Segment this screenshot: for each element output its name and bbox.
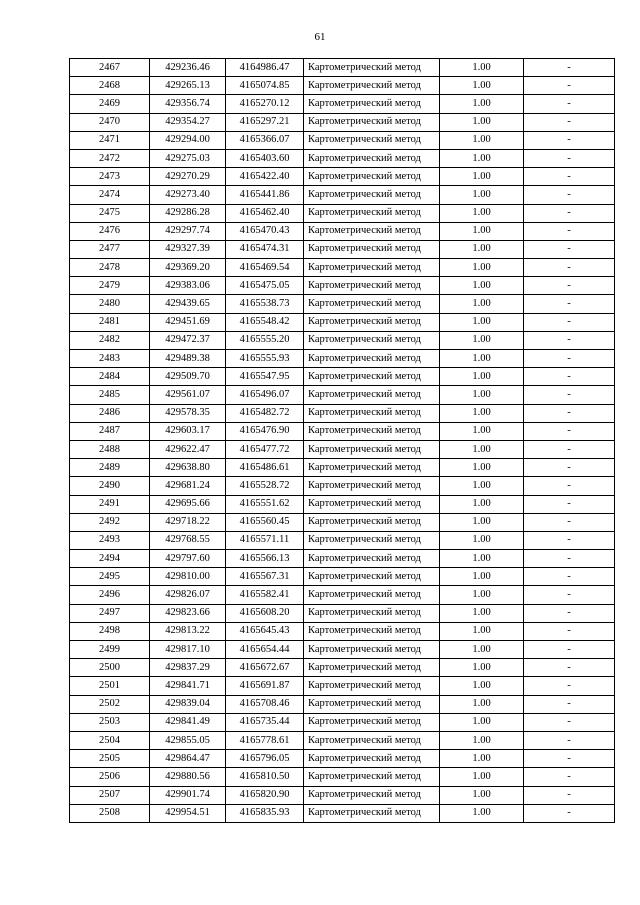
y-coordinate-cell: 4165735.44 xyxy=(226,713,304,731)
method-cell: Картометрический метод xyxy=(304,641,440,659)
description-cell: - xyxy=(524,604,615,622)
point-number-cell: 2503 xyxy=(70,713,150,731)
point-number-cell: 2506 xyxy=(70,768,150,786)
x-coordinate-cell: 429286.28 xyxy=(150,204,226,222)
table-row xyxy=(70,331,615,349)
method-cell: Картометрический метод xyxy=(304,404,440,422)
description-cell: - xyxy=(524,586,615,604)
x-coordinate-cell: 429810.00 xyxy=(150,568,226,586)
x-coordinate-cell: 429823.66 xyxy=(150,604,226,622)
method-cell: Картометрический метод xyxy=(304,568,440,586)
x-coordinate-cell: 429356.74 xyxy=(150,95,226,113)
description-cell: - xyxy=(524,313,615,331)
table-row xyxy=(70,713,615,731)
description-cell: - xyxy=(524,368,615,386)
point-number-cell: 2501 xyxy=(70,677,150,695)
description-cell: - xyxy=(524,204,615,222)
table-row xyxy=(70,404,615,422)
method-cell: Картометрический метод xyxy=(304,422,440,440)
description-cell: - xyxy=(524,641,615,659)
y-coordinate-cell: 4165462.40 xyxy=(226,204,304,222)
method-cell: Картометрический метод xyxy=(304,731,440,749)
x-coordinate-cell: 429880.56 xyxy=(150,768,226,786)
point-number-cell: 2492 xyxy=(70,513,150,531)
description-cell: - xyxy=(524,531,615,549)
point-number-cell: 2484 xyxy=(70,368,150,386)
x-coordinate-cell: 429817.10 xyxy=(150,641,226,659)
x-coordinate-cell: 429695.66 xyxy=(150,495,226,513)
point-number-cell: 2500 xyxy=(70,659,150,677)
description-cell: - xyxy=(524,768,615,786)
accuracy-cell: 1.00 xyxy=(440,59,524,77)
accuracy-cell: 1.00 xyxy=(440,786,524,804)
y-coordinate-cell: 4165566.13 xyxy=(226,550,304,568)
accuracy-cell: 1.00 xyxy=(440,404,524,422)
y-coordinate-cell: 4165476.90 xyxy=(226,422,304,440)
x-coordinate-cell: 429826.07 xyxy=(150,586,226,604)
method-cell: Картометрический метод xyxy=(304,350,440,368)
method-cell: Картометрический метод xyxy=(304,622,440,640)
method-cell: Картометрический метод xyxy=(304,95,440,113)
y-coordinate-cell: 4165810.50 xyxy=(226,768,304,786)
method-cell: Картометрический метод xyxy=(304,168,440,186)
x-coordinate-cell: 429439.65 xyxy=(150,295,226,313)
description-cell: - xyxy=(524,386,615,404)
table-row xyxy=(70,440,615,458)
method-cell: Картометрический метод xyxy=(304,113,440,131)
table-row xyxy=(70,368,615,386)
method-cell: Картометрический метод xyxy=(304,713,440,731)
point-number-cell: 2474 xyxy=(70,186,150,204)
accuracy-cell: 1.00 xyxy=(440,568,524,586)
description-cell: - xyxy=(524,804,615,822)
accuracy-cell: 1.00 xyxy=(440,422,524,440)
method-cell: Картометрический метод xyxy=(304,77,440,95)
accuracy-cell: 1.00 xyxy=(440,113,524,131)
accuracy-cell: 1.00 xyxy=(440,677,524,695)
method-cell: Картометрический метод xyxy=(304,495,440,513)
point-number-cell: 2470 xyxy=(70,113,150,131)
table-row xyxy=(70,77,615,95)
description-cell: - xyxy=(524,513,615,531)
description-cell: - xyxy=(524,459,615,477)
y-coordinate-cell: 4165691.87 xyxy=(226,677,304,695)
y-coordinate-cell: 4165835.93 xyxy=(226,804,304,822)
page-number: 61 xyxy=(314,31,326,43)
x-coordinate-cell: 429383.06 xyxy=(150,277,226,295)
point-number-cell: 2496 xyxy=(70,586,150,604)
point-number-cell: 2502 xyxy=(70,695,150,713)
x-coordinate-cell: 429797.60 xyxy=(150,550,226,568)
x-coordinate-cell: 429837.29 xyxy=(150,659,226,677)
point-number-cell: 2476 xyxy=(70,222,150,240)
point-number-cell: 2475 xyxy=(70,204,150,222)
point-number-cell: 2494 xyxy=(70,550,150,568)
accuracy-cell: 1.00 xyxy=(440,622,524,640)
y-coordinate-cell: 4165470.43 xyxy=(226,222,304,240)
description-cell: - xyxy=(524,750,615,768)
y-coordinate-cell: 4165528.72 xyxy=(226,477,304,495)
x-coordinate-cell: 429294.00 xyxy=(150,131,226,149)
point-number-cell: 2497 xyxy=(70,604,150,622)
table-row xyxy=(70,513,615,531)
method-cell: Картометрический метод xyxy=(304,440,440,458)
x-coordinate-cell: 429768.55 xyxy=(150,531,226,549)
accuracy-cell: 1.00 xyxy=(440,240,524,258)
accuracy-cell: 1.00 xyxy=(440,295,524,313)
table-row xyxy=(70,477,615,495)
method-cell: Картометрический метод xyxy=(304,186,440,204)
y-coordinate-cell: 4165708.46 xyxy=(226,695,304,713)
y-coordinate-cell: 4165474.31 xyxy=(226,240,304,258)
table-row xyxy=(70,386,615,404)
point-number-cell: 2487 xyxy=(70,422,150,440)
point-number-cell: 2493 xyxy=(70,531,150,549)
accuracy-cell: 1.00 xyxy=(440,750,524,768)
description-cell: - xyxy=(524,77,615,95)
accuracy-cell: 1.00 xyxy=(440,768,524,786)
y-coordinate-cell: 4165475.05 xyxy=(226,277,304,295)
accuracy-cell: 1.00 xyxy=(440,131,524,149)
y-coordinate-cell: 4165567.31 xyxy=(226,568,304,586)
accuracy-cell: 1.00 xyxy=(440,513,524,531)
description-cell: - xyxy=(524,659,615,677)
x-coordinate-cell: 429327.39 xyxy=(150,240,226,258)
method-cell: Картометрический метод xyxy=(304,295,440,313)
accuracy-cell: 1.00 xyxy=(440,386,524,404)
x-coordinate-cell: 429451.69 xyxy=(150,313,226,331)
y-coordinate-cell: 4165571.11 xyxy=(226,531,304,549)
table-row xyxy=(70,531,615,549)
accuracy-cell: 1.00 xyxy=(440,531,524,549)
table-row xyxy=(70,731,615,749)
accuracy-cell: 1.00 xyxy=(440,550,524,568)
x-coordinate-cell: 429578.35 xyxy=(150,404,226,422)
y-coordinate-cell: 4165555.93 xyxy=(226,350,304,368)
table-row xyxy=(70,222,615,240)
description-cell: - xyxy=(524,731,615,749)
point-number-cell: 2473 xyxy=(70,168,150,186)
point-number-cell: 2468 xyxy=(70,77,150,95)
method-cell: Картометрический метод xyxy=(304,513,440,531)
x-coordinate-cell: 429265.13 xyxy=(150,77,226,95)
description-cell: - xyxy=(524,277,615,295)
x-coordinate-cell: 429681.24 xyxy=(150,477,226,495)
point-number-cell: 2478 xyxy=(70,259,150,277)
y-coordinate-cell: 4165672.67 xyxy=(226,659,304,677)
point-number-cell: 2471 xyxy=(70,131,150,149)
description-cell: - xyxy=(524,186,615,204)
y-coordinate-cell: 4165486.61 xyxy=(226,459,304,477)
table-row xyxy=(70,131,615,149)
point-number-cell: 2490 xyxy=(70,477,150,495)
y-coordinate-cell: 4165297.21 xyxy=(226,113,304,131)
accuracy-cell: 1.00 xyxy=(440,331,524,349)
accuracy-cell: 1.00 xyxy=(440,168,524,186)
point-number-cell: 2505 xyxy=(70,750,150,768)
method-cell: Картометрический метод xyxy=(304,531,440,549)
accuracy-cell: 1.00 xyxy=(440,604,524,622)
method-cell: Картометрический метод xyxy=(304,459,440,477)
accuracy-cell: 1.00 xyxy=(440,477,524,495)
y-coordinate-cell: 4165820.90 xyxy=(226,786,304,804)
x-coordinate-cell: 429369.20 xyxy=(150,259,226,277)
accuracy-cell: 1.00 xyxy=(440,641,524,659)
description-cell: - xyxy=(524,259,615,277)
description-cell: - xyxy=(524,713,615,731)
y-coordinate-cell: 4165403.60 xyxy=(226,149,304,167)
table-row xyxy=(70,204,615,222)
x-coordinate-cell: 429603.17 xyxy=(150,422,226,440)
accuracy-cell: 1.00 xyxy=(440,204,524,222)
method-cell: Картометрический метод xyxy=(304,368,440,386)
table-row xyxy=(70,186,615,204)
x-coordinate-cell: 429275.03 xyxy=(150,149,226,167)
accuracy-cell: 1.00 xyxy=(440,259,524,277)
point-number-cell: 2467 xyxy=(70,59,150,77)
y-coordinate-cell: 4165469.54 xyxy=(226,259,304,277)
y-coordinate-cell: 4165074.85 xyxy=(226,77,304,95)
x-coordinate-cell: 429638.80 xyxy=(150,459,226,477)
table-row xyxy=(70,495,615,513)
method-cell: Картометрический метод xyxy=(304,59,440,77)
table-row xyxy=(70,350,615,368)
method-cell: Картометрический метод xyxy=(304,750,440,768)
table-row xyxy=(70,622,615,640)
table-row xyxy=(70,168,615,186)
table-row xyxy=(70,459,615,477)
point-number-cell: 2499 xyxy=(70,641,150,659)
accuracy-cell: 1.00 xyxy=(440,222,524,240)
table-row xyxy=(70,149,615,167)
x-coordinate-cell: 429622.47 xyxy=(150,440,226,458)
description-cell: - xyxy=(524,550,615,568)
y-coordinate-cell: 4165441.86 xyxy=(226,186,304,204)
accuracy-cell: 1.00 xyxy=(440,695,524,713)
table-row xyxy=(70,768,615,786)
x-coordinate-cell: 429273.40 xyxy=(150,186,226,204)
method-cell: Картометрический метод xyxy=(304,604,440,622)
y-coordinate-cell: 4165608.20 xyxy=(226,604,304,622)
point-number-cell: 2489 xyxy=(70,459,150,477)
method-cell: Картометрический метод xyxy=(304,786,440,804)
y-coordinate-cell: 4165422.40 xyxy=(226,168,304,186)
table-row xyxy=(70,677,615,695)
x-coordinate-cell: 429489.38 xyxy=(150,350,226,368)
method-cell: Картометрический метод xyxy=(304,204,440,222)
table-row xyxy=(70,786,615,804)
accuracy-cell: 1.00 xyxy=(440,440,524,458)
table-row xyxy=(70,695,615,713)
table-row xyxy=(70,59,615,77)
point-number-cell: 2469 xyxy=(70,95,150,113)
method-cell: Картометрический метод xyxy=(304,259,440,277)
description-cell: - xyxy=(524,222,615,240)
y-coordinate-cell: 4165560.45 xyxy=(226,513,304,531)
method-cell: Картометрический метод xyxy=(304,804,440,822)
point-number-cell: 2479 xyxy=(70,277,150,295)
point-number-cell: 2507 xyxy=(70,786,150,804)
x-coordinate-cell: 429718.22 xyxy=(150,513,226,531)
method-cell: Картометрический метод xyxy=(304,149,440,167)
point-number-cell: 2480 xyxy=(70,295,150,313)
method-cell: Картометрический метод xyxy=(304,222,440,240)
accuracy-cell: 1.00 xyxy=(440,368,524,386)
accuracy-cell: 1.00 xyxy=(440,804,524,822)
table-row xyxy=(70,586,615,604)
point-number-cell: 2495 xyxy=(70,568,150,586)
accuracy-cell: 1.00 xyxy=(440,586,524,604)
description-cell: - xyxy=(524,440,615,458)
y-coordinate-cell: 4165582.41 xyxy=(226,586,304,604)
description-cell: - xyxy=(524,422,615,440)
method-cell: Картометрический метод xyxy=(304,386,440,404)
coordinates-table xyxy=(69,58,615,823)
description-cell: - xyxy=(524,331,615,349)
method-cell: Картометрический метод xyxy=(304,240,440,258)
accuracy-cell: 1.00 xyxy=(440,277,524,295)
table-row xyxy=(70,750,615,768)
point-number-cell: 2491 xyxy=(70,495,150,513)
accuracy-cell: 1.00 xyxy=(440,731,524,749)
x-coordinate-cell: 429813.22 xyxy=(150,622,226,640)
x-coordinate-cell: 429561.07 xyxy=(150,386,226,404)
method-cell: Картометрический метод xyxy=(304,695,440,713)
y-coordinate-cell: 4165551.62 xyxy=(226,495,304,513)
description-cell: - xyxy=(524,495,615,513)
point-number-cell: 2472 xyxy=(70,149,150,167)
y-coordinate-cell: 4165796.05 xyxy=(226,750,304,768)
point-number-cell: 2486 xyxy=(70,404,150,422)
point-number-cell: 2504 xyxy=(70,731,150,749)
accuracy-cell: 1.00 xyxy=(440,149,524,167)
description-cell: - xyxy=(524,295,615,313)
method-cell: Картометрический метод xyxy=(304,477,440,495)
point-number-cell: 2481 xyxy=(70,313,150,331)
y-coordinate-cell: 4165645.43 xyxy=(226,622,304,640)
method-cell: Картометрический метод xyxy=(304,277,440,295)
method-cell: Картометрический метод xyxy=(304,586,440,604)
y-coordinate-cell: 4165778.61 xyxy=(226,731,304,749)
y-coordinate-cell: 4165555.20 xyxy=(226,331,304,349)
table-row xyxy=(70,95,615,113)
point-number-cell: 2483 xyxy=(70,350,150,368)
y-coordinate-cell: 4165547.95 xyxy=(226,368,304,386)
y-coordinate-cell: 4165496.07 xyxy=(226,386,304,404)
y-coordinate-cell: 4165482.72 xyxy=(226,404,304,422)
y-coordinate-cell: 4165548.42 xyxy=(226,313,304,331)
accuracy-cell: 1.00 xyxy=(440,350,524,368)
accuracy-cell: 1.00 xyxy=(440,95,524,113)
x-coordinate-cell: 429509.70 xyxy=(150,368,226,386)
description-cell: - xyxy=(524,168,615,186)
point-number-cell: 2498 xyxy=(70,622,150,640)
y-coordinate-cell: 4165538.73 xyxy=(226,295,304,313)
accuracy-cell: 1.00 xyxy=(440,713,524,731)
table-row xyxy=(70,313,615,331)
point-number-cell: 2477 xyxy=(70,240,150,258)
x-coordinate-cell: 429864.47 xyxy=(150,750,226,768)
accuracy-cell: 1.00 xyxy=(440,313,524,331)
method-cell: Картометрический метод xyxy=(304,768,440,786)
method-cell: Картометрический метод xyxy=(304,550,440,568)
method-cell: Картометрический метод xyxy=(304,131,440,149)
description-cell: - xyxy=(524,149,615,167)
description-cell: - xyxy=(524,350,615,368)
x-coordinate-cell: 429236.46 xyxy=(150,59,226,77)
table-row xyxy=(70,240,615,258)
coordinates-table-body xyxy=(70,59,615,823)
table-row xyxy=(70,259,615,277)
description-cell: - xyxy=(524,568,615,586)
description-cell: - xyxy=(524,477,615,495)
description-cell: - xyxy=(524,677,615,695)
x-coordinate-cell: 429354.27 xyxy=(150,113,226,131)
point-number-cell: 2488 xyxy=(70,440,150,458)
description-cell: - xyxy=(524,695,615,713)
x-coordinate-cell: 429839.04 xyxy=(150,695,226,713)
table-row xyxy=(70,295,615,313)
x-coordinate-cell: 429270.29 xyxy=(150,168,226,186)
method-cell: Картометрический метод xyxy=(304,331,440,349)
table-row xyxy=(70,422,615,440)
y-coordinate-cell: 4164986.47 xyxy=(226,59,304,77)
method-cell: Картометрический метод xyxy=(304,313,440,331)
accuracy-cell: 1.00 xyxy=(440,495,524,513)
y-coordinate-cell: 4165477.72 xyxy=(226,440,304,458)
description-cell: - xyxy=(524,113,615,131)
table-row xyxy=(70,277,615,295)
accuracy-cell: 1.00 xyxy=(440,459,524,477)
accuracy-cell: 1.00 xyxy=(440,77,524,95)
description-cell: - xyxy=(524,622,615,640)
table-row xyxy=(70,550,615,568)
y-coordinate-cell: 4165366.07 xyxy=(226,131,304,149)
table-row xyxy=(70,568,615,586)
method-cell: Картометрический метод xyxy=(304,677,440,695)
table-row xyxy=(70,113,615,131)
description-cell: - xyxy=(524,240,615,258)
x-coordinate-cell: 429297.74 xyxy=(150,222,226,240)
x-coordinate-cell: 429901.74 xyxy=(150,786,226,804)
accuracy-cell: 1.00 xyxy=(440,659,524,677)
y-coordinate-cell: 4165654.44 xyxy=(226,641,304,659)
table-row xyxy=(70,659,615,677)
point-number-cell: 2508 xyxy=(70,804,150,822)
description-cell: - xyxy=(524,59,615,77)
description-cell: - xyxy=(524,404,615,422)
description-cell: - xyxy=(524,786,615,804)
point-number-cell: 2482 xyxy=(70,331,150,349)
point-number-cell: 2485 xyxy=(70,386,150,404)
description-cell: - xyxy=(524,95,615,113)
x-coordinate-cell: 429954.51 xyxy=(150,804,226,822)
description-cell: - xyxy=(524,131,615,149)
x-coordinate-cell: 429855.05 xyxy=(150,731,226,749)
method-cell: Картометрический метод xyxy=(304,659,440,677)
table-row xyxy=(70,641,615,659)
accuracy-cell: 1.00 xyxy=(440,186,524,204)
table-row xyxy=(70,604,615,622)
y-coordinate-cell: 4165270.12 xyxy=(226,95,304,113)
table-row xyxy=(70,804,615,822)
x-coordinate-cell: 429841.49 xyxy=(150,713,226,731)
x-coordinate-cell: 429841.71 xyxy=(150,677,226,695)
x-coordinate-cell: 429472.37 xyxy=(150,331,226,349)
